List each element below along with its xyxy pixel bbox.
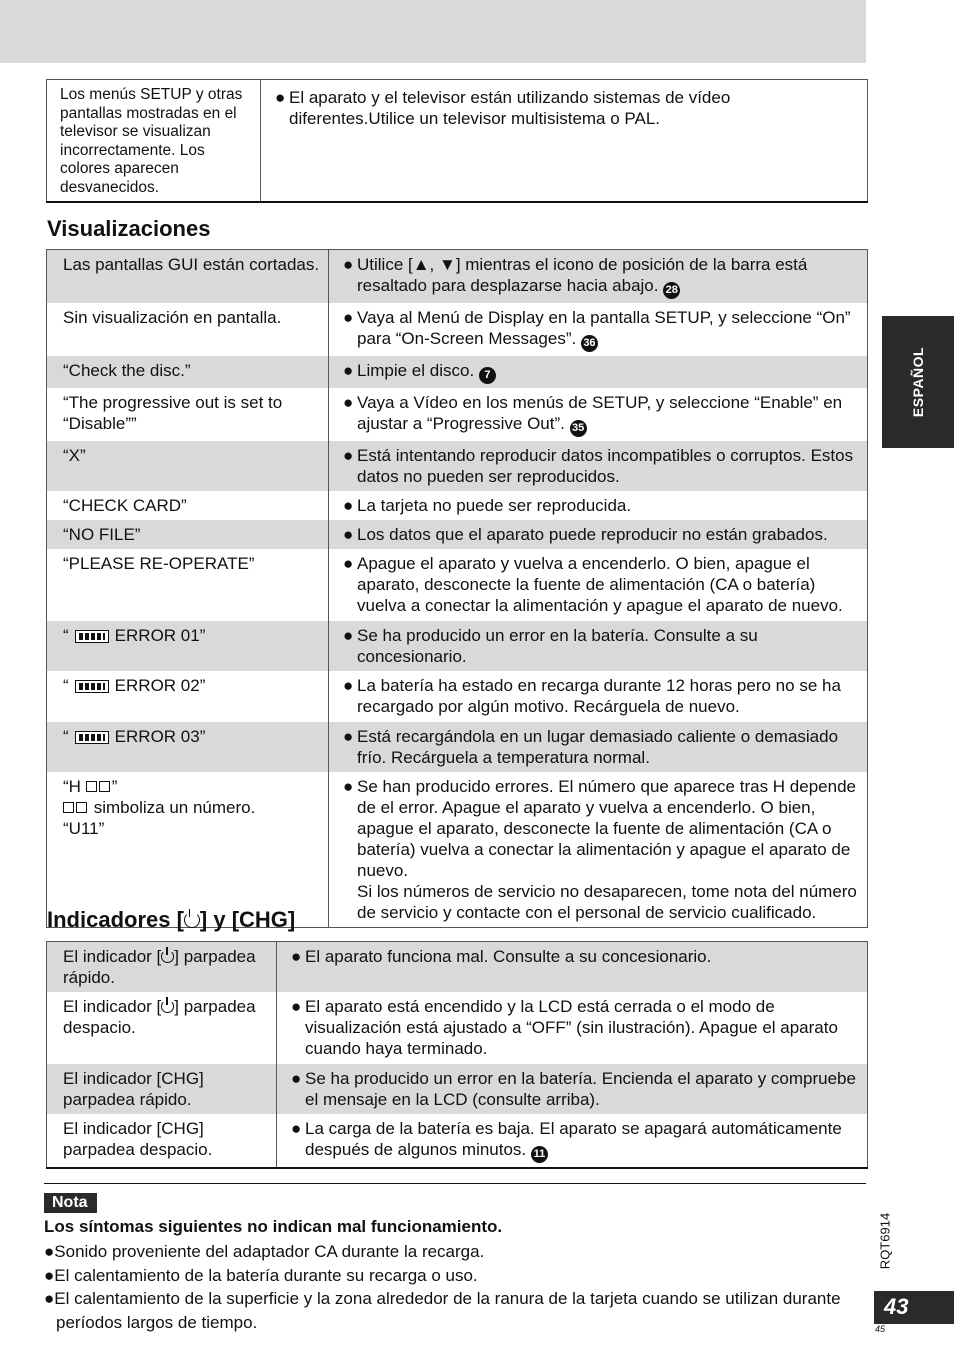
table-row [47,520,868,549]
fix-cell: ● Se ha producido un error en la batería. Consulte a su concesionario. [329,621,868,671]
language-tab: ESPAÑOL [882,316,954,448]
visualizaciones-table [46,249,868,928]
section-title-indicadores: Indicadores [ ] y [CHG] [47,907,296,932]
symptom-cell: “The progressive out is set to “Disable”” [47,388,329,441]
battery-icon [75,630,109,643]
nota-section [44,1183,866,1332]
battery-icon [75,731,109,744]
sheet-number: 45 [875,1324,886,1334]
digit-box-icon [99,781,110,792]
symptom-cell: El indicador [CHG] parpadea despacio. [47,1114,277,1168]
table-row [47,388,868,441]
fix-cell: ● Vaya a Vídeo en los menús de SETUP, y seleccione “Enable” en ajustar a “Progressive Out”. 35 [329,388,868,441]
symptom-cell: El indicador [CHG] parpadea rápido. [47,1064,277,1114]
table-row [47,621,868,671]
list-item: ●El calentamiento de la superficie y la zona alrededor de la ranura de la tarjeta cuando se utilizan durante períodos largos de tiempo. [44,1289,841,1332]
fix-cell: ● Se han producido errores. El número que aparece tras H depende de el error. Apague el aparato y vuelva a encenderlo. O bien, apague el aparato, desconecte la fuente de alimentación (CA o batería) vuelva a conectar la alimentación y apague el aparato de nuevo. Si los números de servicio no desaparecen, tome nota del número de servicio y contacte con el personal de servicio cualificado. [343,777,857,922]
section-title-visualizaciones: Visualizaciones [47,216,211,241]
symptom-cell: Los menús SETUP y otras pantallas mostradas en el televisor se visualizan incorrectamente. Los colores aparecen desvanecidos. [47,80,261,203]
table-row [47,772,868,928]
symptom-cell: El indicador [ ] parpadea rápido. [47,942,277,993]
table-row [47,250,868,304]
list-item: ●Sonido proveniente del adaptador CA durante la recarga. [44,1242,485,1261]
symptom-cell: “H ” simboliza un número. “U11” [47,772,329,928]
fix-cell: ● El aparato está encendido y la LCD está cerrada o el modo de visualización está ajustado a “OFF” (sin ilustración). Apague el aparato cuando haya terminado. [291,997,838,1058]
table-row [47,356,868,388]
symptom-cell: El indicador [ ] parpadea despacio. [47,992,277,1064]
page-number: 43 [874,1291,954,1324]
symptom-cell: “CHECK CARD” [47,491,329,520]
symptom-cell: Las pantallas GUI están cortadas. [47,250,329,304]
table-row [47,80,868,203]
header-band [0,0,866,63]
ref-badge: 28 [663,282,680,299]
symptom-cell: “ ERROR 03” [47,722,329,772]
digit-box-icon [76,802,87,813]
power-icon [184,912,200,928]
table-row [47,491,868,520]
fix-cell: ● El aparato y el televisor están utilizando sistemas de vídeo diferentes.Utilice un televisor multisistema o PAL. [275,88,731,128]
fix-cell: ● Apague el aparato y vuelva a encenderlo. O bien, apague el aparato, desconecte la fuente de alimentación (CA o batería) vuelva a conectar la alimentación y apague el aparato de nuevo. [343,554,843,615]
fix-cell: ● La tarjeta no puede ser reproducida. [343,496,632,515]
symptom-cell: “Check the disc.” [47,356,329,388]
table-row [47,549,868,621]
symptom-cell: “ ERROR 01” [47,621,329,671]
nota-label: Nota [44,1193,97,1213]
fix-cell: ● Está intentando reproducir datos incompatibles o corruptos. Estos datos no pueden ser reproducidos. [329,441,868,491]
fix-cell: ● La carga de la batería es baja. El aparato se apagará automáticamente después de algunos minutos. 11 [277,1114,868,1168]
fix-cell: ● Se ha producido un error en la batería. Encienda el aparato y compruebe el mensaje en la LCD (consulte arriba). [277,1064,868,1114]
symptom-cell: “ ERROR 02” [47,671,329,722]
indicadores-table [46,941,868,1169]
battery-icon [75,680,109,693]
fix-cell: ● Limpie el disco. 7 [329,356,868,388]
fix-cell: ● Los datos que el aparato puede reproducir no están grabados. [329,520,868,549]
ref-badge: 35 [570,420,587,437]
table-row [47,1064,868,1114]
nota-list [44,1240,866,1334]
fix-cell: ● La batería ha estado en recarga durante 12 horas pero no se ha recargado por algún motivo. Recárguela de nuevo. [343,676,841,716]
top-table [46,79,868,203]
power-icon [161,1000,174,1013]
fix-cell: ● Utilice [▲, ▼] mientras el icono de posición de la barra está resaltado para desplazarse hacia abajo. 28 [329,250,868,304]
table-row [47,722,868,772]
table-row [47,942,868,993]
ref-badge: 7 [479,367,496,384]
symptom-cell: “PLEASE RE-OPERATE” [47,549,329,621]
symptom-cell: “X” [47,441,329,491]
table-row [47,671,868,722]
fix-cell: ● El aparato funciona mal. Consulte a su concesionario. [277,942,868,993]
table-row [47,1114,868,1168]
power-icon [161,950,174,963]
digit-box-icon [86,781,97,792]
symptom-cell: “NO FILE” [47,520,329,549]
model-code: RQT6914 [877,1212,893,1270]
ref-badge: 11 [531,1146,548,1163]
symptom-cell: Sin visualización en pantalla. [47,303,329,356]
nota-heading: Los síntomas siguientes no indican mal funcionamiento. [44,1217,503,1236]
table-row [47,992,868,1064]
table-row [47,303,868,356]
list-item: ●El calentamiento de la batería durante su recarga o uso. [44,1265,478,1285]
ref-badge: 36 [581,335,598,352]
digit-box-icon [63,802,74,813]
fix-cell: ● Vaya al Menú de Display en la pantalla SETUP, y seleccione “On” para “On-Screen Messages”. 36 [329,303,868,356]
table-row [47,441,868,491]
fix-cell: ● Está recargándola en un lugar demasiado caliente o demasiado frío. Recárguela a temperatura normal. [329,722,868,772]
